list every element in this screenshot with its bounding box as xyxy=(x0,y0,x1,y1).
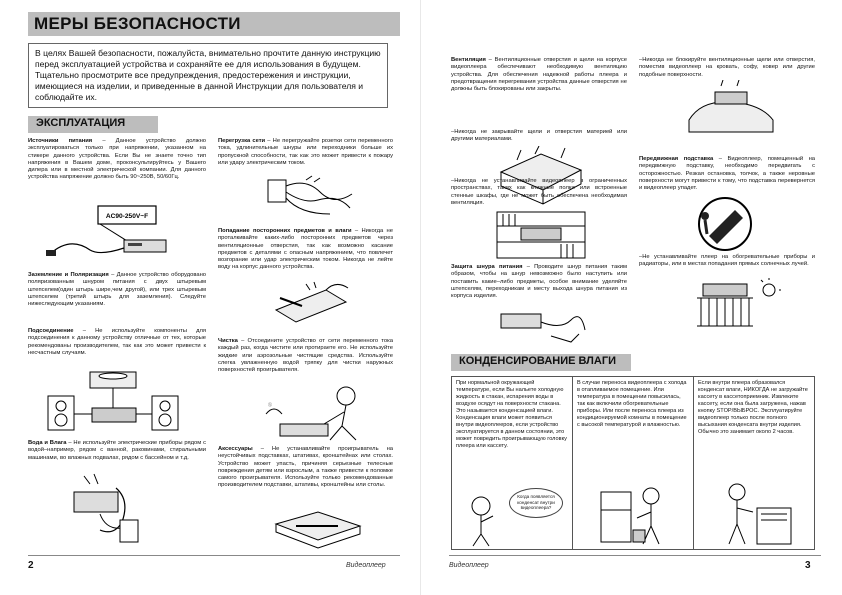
footer-rule xyxy=(28,555,400,556)
components-illustration xyxy=(40,366,190,438)
radiator-illustration xyxy=(683,278,783,330)
cart-tipover-icon xyxy=(685,196,765,252)
foreign-objects-text xyxy=(218,228,393,272)
connection-text xyxy=(28,328,206,357)
question-bubble: Когда появляется конденсат внутри видеоплеера? xyxy=(509,488,563,518)
cleaning-heading: Чистка xyxy=(218,338,238,344)
cart-text xyxy=(639,156,815,192)
power-plug-illustration xyxy=(40,196,200,264)
page-number: 3 xyxy=(805,560,811,571)
ventilation-text xyxy=(451,57,627,93)
ventilation-bullet-3: –Никогда не устанавливайте видеоплеер в ограниченных пространствах, таких как книжные полки или встроенные стенные шкафы, где не может быть обеспечена необходимая вентиляция. xyxy=(451,178,627,206)
bookshelf-illustration xyxy=(491,208,591,262)
foreign-objects-heading: Попадание посторонних предметов и влаги xyxy=(218,228,352,234)
cleaning-body: – Отсоедините устройство от сети переменного тока каждый раз, когда чистите или протираете его. Не используйте жидкие или аэрозольные чистящие средства. Используйте слегка увлажненную водой тряпку для чистки наружных поверхностей проигрывателя. xyxy=(218,338,393,374)
foreign-objects-illustration xyxy=(266,280,356,328)
water-body: – Не используйте электрические приборы рядом с водой–например, рядом с ванной, раковинами, стиральными машинами, во влажных подвалах, рядом с бассейном и т.д. xyxy=(28,440,206,461)
water-heading: Вода и Влага xyxy=(28,440,67,446)
page-title: МЕРЫ БЕЗОПАСНОСТИ xyxy=(28,12,400,36)
intro-box: В целях Вашей безопасности, пожалуйста, внимательно прочтите данную инструкцию перед эксплуатацией устройства и сохраняйте ее для использования в будущем. Тщательно просмотрите все предупреждения, предостережения и инструкции, имеющиеся на изделии, и приведенные в данной Инструкции для пользователя и соблюдайте их. xyxy=(28,43,388,108)
connection-heading: Подсоединение xyxy=(28,328,74,334)
cleaning-illustration xyxy=(260,384,380,444)
person-heater-illustration xyxy=(597,478,673,548)
power-source-heading: Источники питания xyxy=(28,138,93,144)
footer-label: Видеоплеер xyxy=(346,562,386,569)
plug-label: AC90-250V~F xyxy=(105,213,149,220)
grounding-heading: Заземление и Поляризация xyxy=(28,272,109,278)
ventilation-bullet-1: –Никогда не закрывайте щели и отверстия материей или другими материалами. xyxy=(451,129,627,143)
accessories-heading: Аксессуары xyxy=(218,446,253,452)
accessories-body: – Не устанавливайте проигрыватель на неустойчивых подставках, штативах, кронштейнах или столах. Устройство может упасть, причиняя серьезные телесные повреждения детям или взрослым, а также привести к поломке самого проигрывателя. Используйте только рекомендованные производителем подставки, штативы, кронштейны или столы. xyxy=(218,446,393,489)
footer-label: Видеоплеер xyxy=(449,562,489,569)
overload-body: – Не перегружайте розетки сети переменного тока, удлинительные шнуры или переходники больше их пропускной способности, так как это может привести к пожару или удару электрическим током. xyxy=(218,138,393,166)
heat-text: –Не устанавливайте плеер на обогревательные приборы и радиаторы, или в местах попадания прямых солнечных лучей. xyxy=(639,254,815,268)
bed-illustration xyxy=(681,80,781,140)
page-number: 2 xyxy=(28,560,34,571)
overload-illustration xyxy=(260,174,360,220)
cart-body: – Видеоплеер, помещенный на передвижную подставку, необходимо передвигать с осторожностью. Резкая остановка, толчок, а также неровные поверхности могут привести к тому, что подставка перевернется и видеоплеер упадет. xyxy=(639,156,816,192)
grounding-body: – Данное устройство оборудовано поляризованным шнуром питания с двух штыревым штепселем(один штырь шире,чем другой), или трех штыревым штепселем (третий штырь для заземления). Следуйте нижеследующим указаниям. xyxy=(28,272,206,308)
water-warning-illustration xyxy=(70,470,150,550)
foreign-objects-body: – Никогда не проталкивайте каких-либо посторонних предметов через вентиляционные отверстия, так как возможно касание предметов с деталями с опасным напряжением, что повлечет возгорание или удар электрическим током. Никогда не лейте воду на корпус данного устройства. xyxy=(218,228,393,271)
section-condensation: КОНДЕНСИРОВАНИЕ ВЛАГИ xyxy=(451,354,631,371)
svg-text:ⓧ: ⓧ xyxy=(268,402,272,407)
person-thinking-illustration xyxy=(461,494,511,548)
cart-heading: Передвижная подставка xyxy=(639,156,714,162)
accessories-text xyxy=(218,446,393,490)
cord-illustration xyxy=(491,300,591,346)
cord-protection-heading: Защита шнура питания xyxy=(451,264,523,270)
ventilation-bullet-2: –Никогда не блокируйте вентиляционные щели или отверстия, поместив видеоплеер на кровать, софу, ковер или другие подобные поверхности. xyxy=(639,57,815,78)
grounding-text xyxy=(28,272,206,308)
ventilation-heading: Вентиляция xyxy=(451,57,486,63)
ventilation-body: – Вентиляционные отверстия и щели на корпусе видеоплеера обеспечивают необходимую вентиляцию устройства. Для обеспечения надежной работы плеера и предотвращения перегревания устройства данные отверстия не должны быть блокированы или закрыты. xyxy=(451,57,627,93)
condensation-box-3: Если внутри плеера образовался конденсат влаги, НИКОГДА не загружайте кассету в кассетоприемник. Извлеките кассету, если она была загружена, нажав кнопку STOP/ВЫБРОС. Эксплуатируйте видеоплеер только после полного высыхания конденсата внутри изделия. Обычно это занимает около 2 часов. xyxy=(693,376,815,550)
accessories-illustration xyxy=(268,504,368,552)
right-page xyxy=(421,0,842,595)
water-text xyxy=(28,440,206,462)
cord-protection-text xyxy=(451,264,627,300)
condensation-box-1: При нормальной окружающей температуре, если Вы нальете холодную жидкость в стакан, испарения воды в воздухе осядут на поверхности стакана. Это называется конденсацией влаги. Конденсация влаги может появиться внутри видеоплееров, если устройство эксплуатируется в данном состоянии, это может повредить проигрывающую головку плеера или кассету. xyxy=(451,376,573,550)
condensation-box-2: В случае переноса видеоплеера с холода в отапливаемое помещение. Или температура в помещении повысилась, так как включили обогревательные приборы. Или после переноса плеера из кондиционируемой комнаты в помещение с высокой температурой и влажностью. xyxy=(572,376,694,550)
overload-text xyxy=(218,138,393,167)
connection-body: – Не используйте компоненты для подсоединения к данному устройству отличные от тех, которые рекомендованы производителем, так как это может привести к несчастным случаям. xyxy=(28,328,206,356)
power-source-text xyxy=(28,138,206,182)
section-operation: ЭКСПЛУАТАЦИЯ xyxy=(28,116,158,133)
power-source-body: – Данное устройство должно эксплуатироваться только при напряжении, указанном на стикере данного устройства. Если Вы не знаете точно тип напряжения в Вашем доме, проконсультируйтесь у Вашего дилера или в местной электрической компании. Для данного устройства напряжение должно быть 90~250В, 50/60Гц. xyxy=(28,138,206,181)
cord-protection-body: – Проводите шнур питания таким образом, чтобы на шнур невозможно было наступить или поставить какие–либо предметы, особое внимание уделяйте штепселям, переходникам и месту выхода шнура питания из корпуса изделия. xyxy=(451,264,627,300)
overload-heading: Перегрузка сети xyxy=(218,138,266,144)
footer-rule xyxy=(449,555,821,556)
cleaning-text xyxy=(218,338,393,374)
person-dryer-illustration xyxy=(717,478,797,550)
